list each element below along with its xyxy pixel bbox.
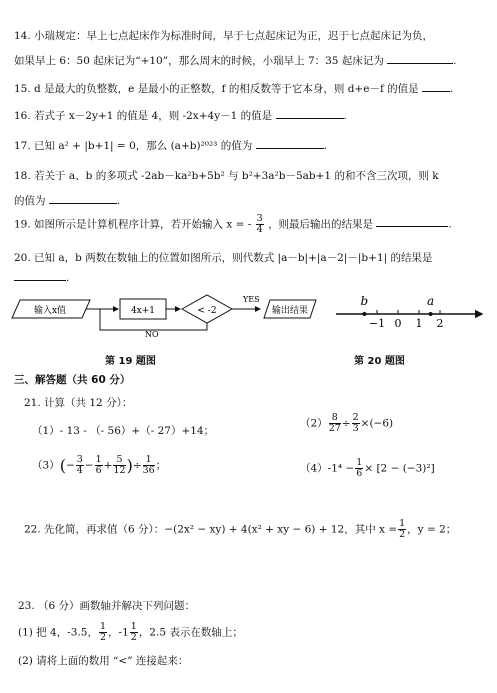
q18-line2: 的值为 . (14, 195, 121, 207)
q19-fraction: $\frac{3}{4}$ (256, 213, 263, 235)
q22: 22. 先化简，再求值（6 分）：−(2x² − xy) + 4(x² + xy − 6) + 12，其中 x = $\frac{1}{2}$ ，y = 2； (24, 518, 457, 540)
q16: 16. 若式子 x－2y+1 的值是 4，则 -2x+4y－1 的值是 . (14, 110, 347, 122)
point-a-label: a (426, 294, 435, 308)
caption-fig19: 第 19 题图 (105, 356, 156, 367)
q14-line1: 14. 小瑞规定：早上七点起床作为标准时间，早于七点起床记为正，迟于七点起床记为负， (14, 30, 434, 42)
flowchart-fig19 (10, 290, 320, 338)
q19-suffix: ，则最后输出的结果是 (268, 218, 374, 231)
tick-label: 1 (415, 317, 423, 330)
q21-part2: （2） $\frac{8}{27}$ ÷ $\frac{2}{3}$ ×(−6) (300, 412, 394, 434)
q14-answer-blank[interactable] (387, 53, 453, 64)
q18-answer-blank[interactable] (49, 193, 117, 204)
q21-title: 21. 计算（共 12 分）： (24, 397, 133, 409)
q20-text: 20. 已知 a，b 两数在数轴上的位置如图所示，则代数式 |a－b|+|a－2|－|b+1| 的结果是 (14, 252, 433, 264)
q18-line1: 18. 若关于 a、b 的多项式 -2ab－ka²b+5b² 与 b²+3a²b－5ab+1 的和不含三次项，则 k (14, 170, 439, 182)
tick-label: 2 (436, 317, 444, 330)
svg-text:输出结果: 输出结果 (271, 306, 309, 316)
q14-text: 如果早上 6：50 起床记为“+10”，那么周末的时候，小瑞早上 7：35 起床记为 (14, 55, 384, 67)
q20-answer-blank[interactable]: . (14, 270, 69, 285)
q19-prefix: 19. 如图所示是计算机程序计算，若开始输入 x = - (14, 218, 252, 231)
point-b-label: b (360, 294, 369, 308)
q17: 17. 已知 a² + |b+1| = 0，那么 (a+b)²⁰²³ 的值为 . (14, 140, 327, 152)
q21-part1: （1）- 13 - （- 56）+（- 27）+14； (32, 425, 215, 437)
flow-no-label: NO (145, 330, 159, 338)
q23-part1: (1) 把 4，-3.5， $\frac{1}{2}$ ，-1 $\frac{1}{2}$ ，2.5 表示在数轴上； (18, 621, 243, 643)
q14-line2: 如果早上 6：50 起床记为“+10”，那么周末的时候，小瑞早上 7：35 起床记为 . (14, 55, 457, 67)
section3-title: 三、解答题（共 60 分） (14, 374, 131, 386)
q18-text: 的值为 (14, 195, 46, 207)
q21-part4: （4）-1⁴ − $\frac{1}{6}$ × [2 − (−3)²] (300, 457, 435, 479)
flow-yes-label: YES (243, 295, 260, 304)
svg-text:输入x值: 输入x值 (33, 306, 67, 316)
q17-answer-blank[interactable] (256, 138, 324, 149)
point-a (429, 312, 433, 316)
caption-fig20: 第 20 题图 (354, 356, 405, 367)
q19-answer-blank[interactable] (376, 216, 448, 227)
q21-part3: （3）(− $\frac{3}{4}$ − $\frac{1}{6}$ + $\frac{5}{12}$ )÷ $\frac{1}{36}$ ； (32, 454, 167, 476)
tick-label: 0 (394, 317, 402, 330)
q17-text: 17. 已知 a² + |b+1| = 0，那么 (a+b)²⁰²³ 的值为 (14, 140, 253, 152)
svg-text:4x+1: 4x+1 (130, 306, 156, 316)
q23-title: 23. （6 分）画数轴并解决下列问题： (18, 600, 196, 612)
q16-answer-blank[interactable] (276, 108, 344, 119)
q23-part2: (2) 请将上面的数用 “<” 连接起来： (18, 655, 189, 667)
flow-process-box (120, 299, 166, 319)
flow-output-box (264, 300, 316, 318)
flow-decision-diamond (182, 295, 232, 323)
q20 (14, 252, 433, 265)
q19: 19. 如图所示是计算机程序计算，若开始输入 x = - $\frac{3}{4}$ ，则最后输出的结果是 . (14, 213, 452, 235)
q15-answer-blank[interactable] (422, 81, 450, 92)
numberline-fig20 (328, 290, 488, 332)
q16-text: 16. 若式子 x－2y+1 的值是 4，则 -2x+4y－1 的值是 (14, 110, 273, 122)
flow-input-box (12, 300, 90, 318)
tick-label: −1 (368, 317, 386, 330)
q15-text: 15. d 是最大的负整数，e 是最小的正整数，f 的相反数等于它本身，则 d+e－f 的值是 (14, 83, 419, 95)
q15: 15. d 是最大的负整数，e 是最小的正整数，f 的相反数等于它本身，则 d+e－f 的值是 . (14, 83, 454, 95)
svg-text:< -2: < -2 (197, 306, 217, 316)
point-b (362, 312, 366, 316)
